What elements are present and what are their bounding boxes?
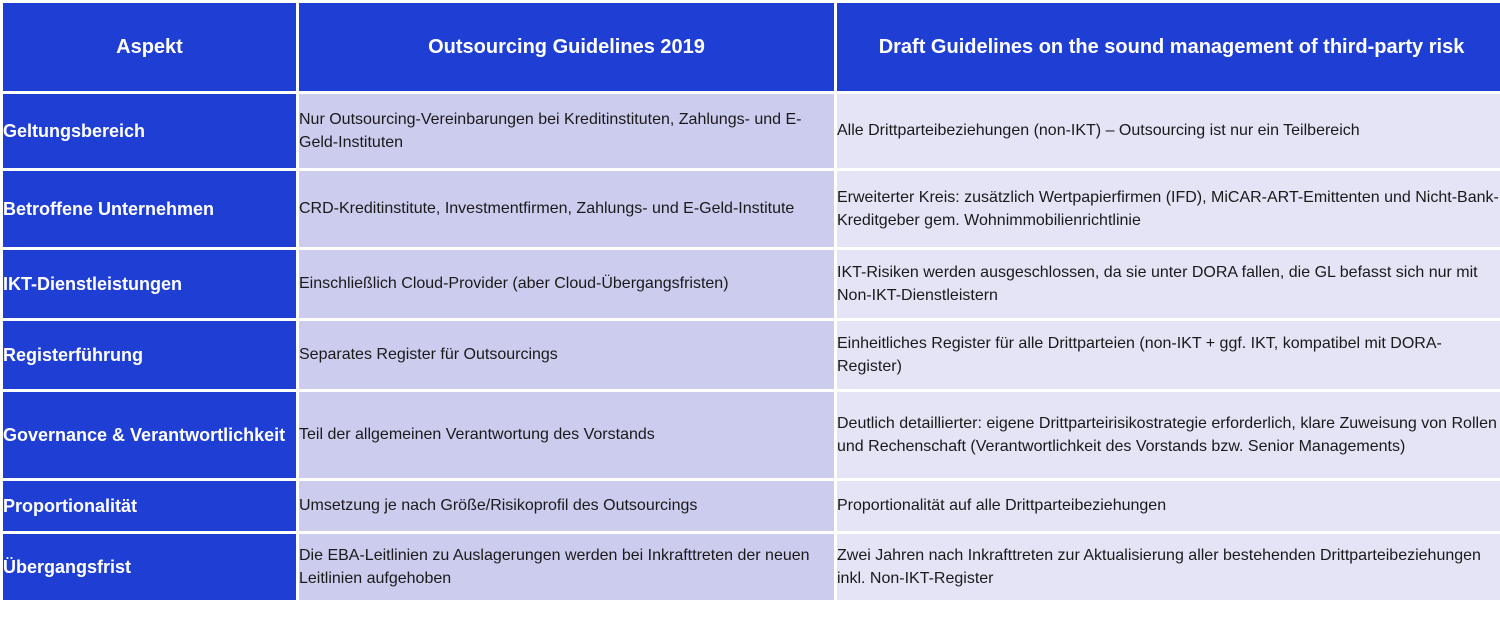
row-aspect-label: Betroffene Unternehmen bbox=[3, 171, 296, 247]
row-cell-old: CRD-Kreditinstitute, Investmentfirmen, Zahlungs- und E-Geld-Institute bbox=[299, 171, 834, 247]
table-header-row bbox=[3, 3, 1500, 91]
row-cell-new: Deutlich detaillierter: eigene Drittparteirisikostrategie erforderlich, klare Zuweisung von Rollen und Rechenschaft (Verantwortlichkeit des Vorstands bzw. Senior Managements) bbox=[837, 392, 1500, 478]
row-cell-old: Einschließlich Cloud-Provider (aber Cloud-Übergangsfristen) bbox=[299, 250, 834, 318]
row-cell-old: Nur Outsourcing-Vereinbarungen bei Kreditinstituten, Zahlungs- und E-Geld-Instituten bbox=[299, 94, 834, 168]
table-row bbox=[3, 94, 1500, 168]
row-aspect-label: Governance & Verantwortlichkeit bbox=[3, 392, 296, 478]
table-header bbox=[3, 3, 1500, 91]
row-cell-new: Einheitliches Register für alle Drittparteien (non-IKT + ggf. IKT, kompatibel mit DORA-Register) bbox=[837, 321, 1500, 389]
table-row bbox=[3, 481, 1500, 531]
row-aspect-label: Proportionalität bbox=[3, 481, 296, 531]
row-cell-old: Umsetzung je nach Größe/Risikoprofil des Outsourcings bbox=[299, 481, 834, 531]
column-header-outsourcing-guidelines-2019: Outsourcing Guidelines 2019 bbox=[299, 3, 834, 91]
row-cell-new: Erweiterter Kreis: zusätzlich Wertpapierfirmen (IFD), MiCAR-ART-Emittenten und Nicht-Bank-Kreditgeber gem. Wohnimmobilienrichtlinie bbox=[837, 171, 1500, 247]
table-body bbox=[3, 94, 1500, 600]
column-header-draft-guidelines-third-party-risk: Draft Guidelines on the sound management of third-party risk bbox=[837, 3, 1500, 91]
row-aspect-label: Geltungsbereich bbox=[3, 94, 296, 168]
column-header-aspect: Aspekt bbox=[3, 3, 296, 91]
row-cell-old: Separates Register für Outsourcings bbox=[299, 321, 834, 389]
row-cell-new: Zwei Jahren nach Inkrafttreten zur Aktualisierung aller bestehenden Drittparteibeziehungen inkl. Non-IKT-Register bbox=[837, 534, 1500, 600]
row-aspect-label: IKT-Dienstleistungen bbox=[3, 250, 296, 318]
table-row bbox=[3, 250, 1500, 318]
row-cell-new: Alle Drittparteibeziehungen (non-IKT) – Outsourcing ist nur ein Teilbereich bbox=[837, 94, 1500, 168]
row-cell-old: Teil der allgemeinen Verantwortung des Vorstands bbox=[299, 392, 834, 478]
table-row bbox=[3, 392, 1500, 478]
table-row bbox=[3, 171, 1500, 247]
row-cell-new: IKT-Risiken werden ausgeschlossen, da sie unter DORA fallen, die GL befasst sich nur mit Non-IKT-Dienstleistern bbox=[837, 250, 1500, 318]
row-aspect-label: Registerführung bbox=[3, 321, 296, 389]
table-row bbox=[3, 534, 1500, 600]
row-aspect-label: Übergangsfrist bbox=[3, 534, 296, 600]
table-row bbox=[3, 321, 1500, 389]
row-cell-new: Proportionalität auf alle Drittparteibeziehungen bbox=[837, 481, 1500, 531]
row-cell-old: Die EBA-Leitlinien zu Auslagerungen werden bei Inkrafttreten der neuen Leitlinien aufgehoben bbox=[299, 534, 834, 600]
